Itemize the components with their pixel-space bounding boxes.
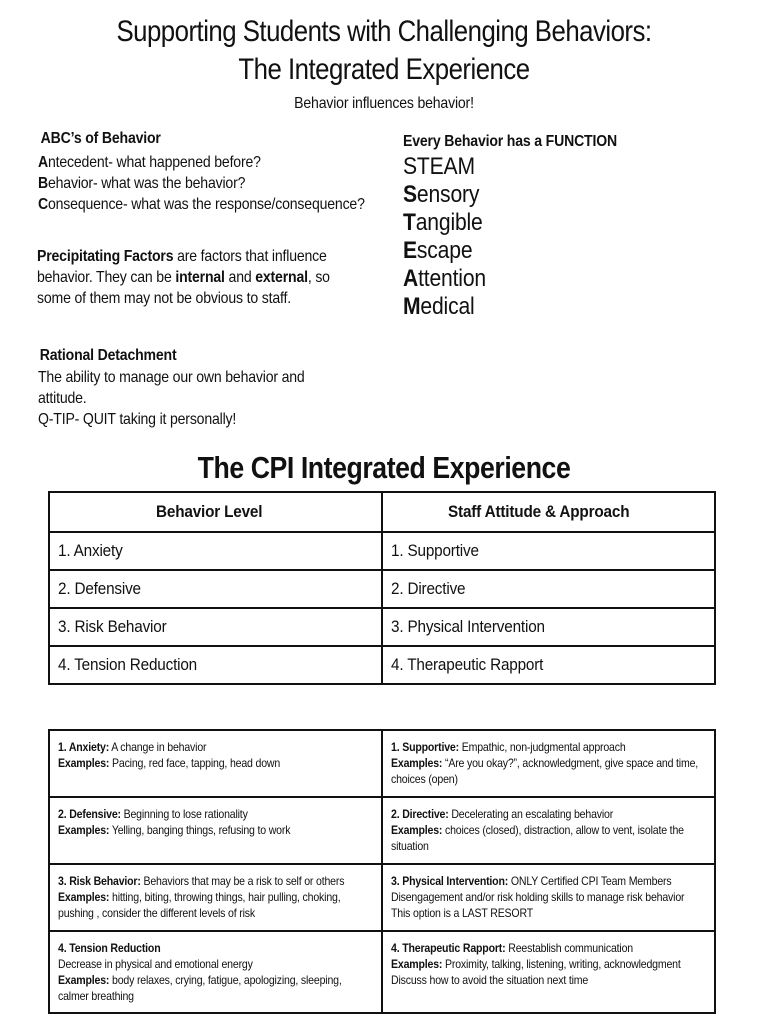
- detail-cell-directive: 2. Directive: Decelerating an escalating behavior Examples: choices (closed), distraction, allow to vent, isolate the situation: [382, 797, 715, 864]
- function-section: [403, 133, 702, 321]
- precipitating-factors-paragraph: Precipitating Factors are factors that influence behavior. They can be internal and external, so some of them may not be obvious to staff.: [37, 248, 330, 307]
- column-header: Staff Attitude & Approach: [382, 492, 715, 532]
- abc-section: [38, 130, 408, 215]
- detail-cell-physical-intervention: 3. Physical Intervention: ONLY Certified CPI Team Members Disengagement and/or risk holding skills to manage risk behavior This option is a LAST RESORT: [382, 864, 715, 931]
- table-row: [49, 797, 715, 864]
- table-row: [49, 608, 715, 646]
- page-title-line-2: The Integrated Experience: [238, 53, 530, 86]
- table-cell: 3. Risk Behavior: [49, 608, 382, 646]
- qtip-text: Q-TIP- QUIT taking it personally!: [38, 411, 237, 428]
- rational-heading: Rational Detachment: [39, 347, 177, 364]
- steam-acronym: STEAM: [403, 153, 475, 180]
- table-cell: 3. Physical Intervention: [382, 608, 715, 646]
- table-row: [49, 931, 715, 1013]
- detail-cell-tension-reduction: 4. Tension Reduction Decrease in physical and emotional energy Examples: body relaxes, crying, fatigue, apologizing, sleeping, calmer breathing: [49, 931, 382, 1013]
- detail-cell-therapeutic-rapport: 4. Therapeutic Rapport: Reestablish communication Examples: Proximity, talking, listening, writing, acknowledgment Discuss how to avoid the situation next time: [382, 931, 715, 1013]
- table-row: [49, 730, 715, 797]
- detail-cell-supportive: 1. Supportive: Empathic, non-judgmental approach Examples: “Are you okay?”, acknowledgment, give space and time, choices (open): [382, 730, 715, 797]
- function-heading: Every Behavior has a FUNCTION: [403, 133, 617, 150]
- table-cell: 1. Supportive: [382, 532, 715, 570]
- cpi-title: The CPI Integrated Experience: [197, 450, 571, 485]
- steam-item-medical: Medical: [403, 293, 475, 320]
- table-cell: 4. Tension Reduction: [49, 646, 382, 684]
- detail-cell-risk-behavior: 3. Risk Behavior: Behaviors that may be a risk to self or others Examples: hitting, biting, throwing things, hair pulling, choking, pushing , consider the different levels of risk: [49, 864, 382, 931]
- detail-cell-anxiety: 1. Anxiety: A change in behavior Examples: Pacing, red face, tapping, head down: [49, 730, 382, 797]
- abc-item-consequence: Consequence- what was the response/consequence?: [38, 196, 365, 213]
- page-title-line-1: Supporting Students with Challenging Behaviors:: [116, 15, 652, 48]
- page-subtitle: Behavior influences behavior!: [294, 95, 474, 112]
- table-cell: 2. Directive: [382, 570, 715, 608]
- rational-text: The ability to manage our own behavior and attitude.: [38, 369, 305, 407]
- table-cell: 1. Anxiety: [49, 532, 382, 570]
- steam-item-tangible: Tangible: [403, 209, 483, 236]
- table-cell: 4. Therapeutic Rapport: [382, 646, 715, 684]
- steam-item-escape: Escape: [403, 237, 473, 264]
- table-row: [49, 646, 715, 684]
- abc-heading: ABC’s of Behavior: [40, 130, 161, 147]
- table-cell: 2. Defensive: [49, 570, 382, 608]
- cpi-detail-table: [48, 729, 716, 1014]
- rational-detachment-section: [38, 347, 337, 430]
- detail-cell-defensive: 2. Defensive: Beginning to lose rationality Examples: Yelling, banging things, refusing to work: [49, 797, 382, 864]
- table-row: [49, 532, 715, 570]
- cpi-summary-table: [48, 491, 716, 685]
- abc-item-behavior: Behavior- what was the behavior?: [38, 175, 246, 192]
- table-header-row: [49, 492, 715, 532]
- table-row: [49, 864, 715, 931]
- steam-item-attention: Attention: [403, 265, 486, 292]
- column-header: Behavior Level: [49, 492, 382, 532]
- abc-item-antecedent: Antecedent- what happened before?: [38, 154, 261, 171]
- steam-item-sensory: Sensory: [403, 181, 480, 208]
- precipitating-term: Precipitating Factors: [37, 248, 174, 265]
- table-row: [49, 570, 715, 608]
